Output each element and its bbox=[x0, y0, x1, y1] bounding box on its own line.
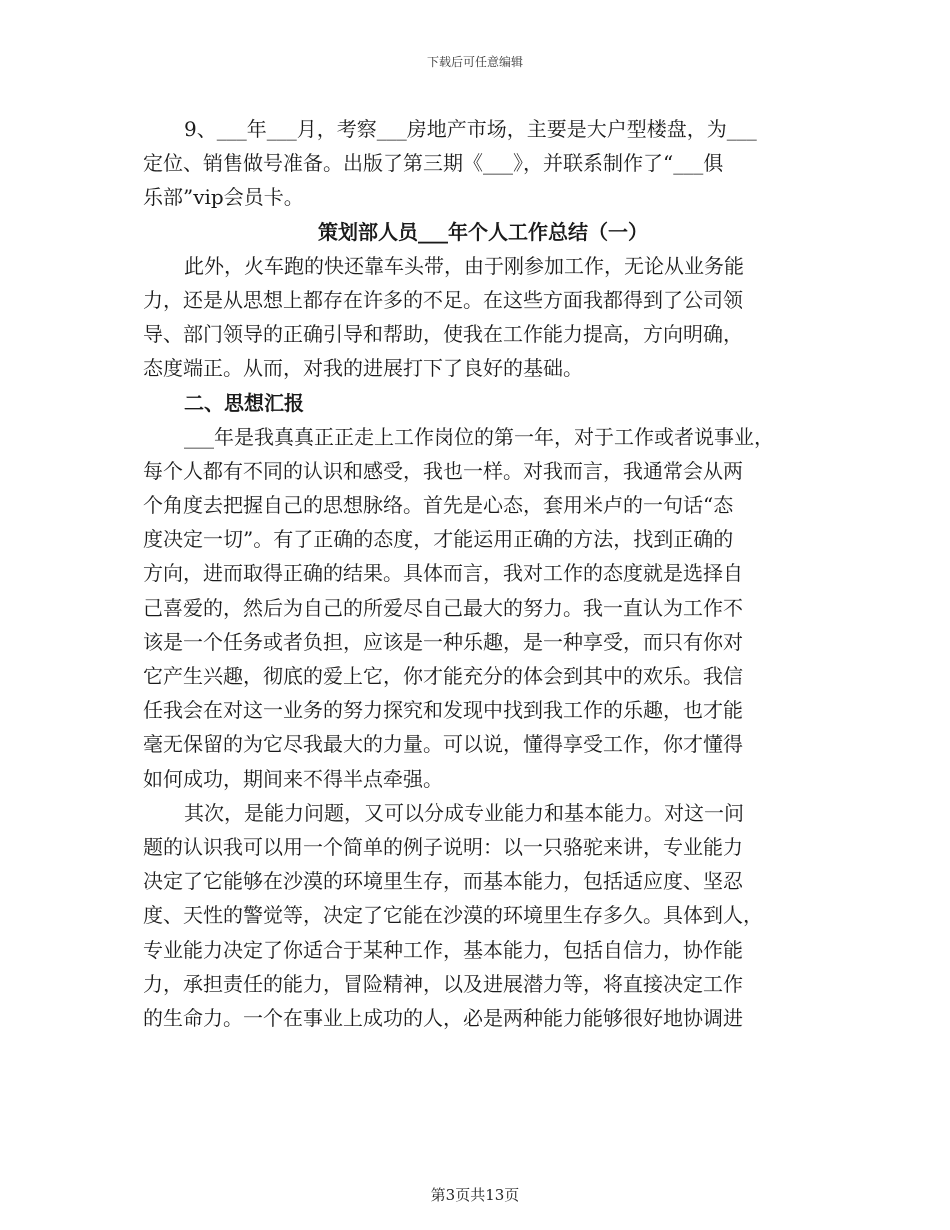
paragraph-line: 力，承担责任的能力，冒险精神，以及进展潜力等，将直接决定工作 bbox=[143, 971, 743, 996]
paragraph-line: 决定了它能够在沙漠的环境里生存，而基本能力，包括适应度、坚忍 bbox=[143, 869, 743, 894]
paragraph-line: 其次，是能力问题，又可以分成专业能力和基本能力。对这一问 bbox=[184, 800, 744, 825]
paragraph-line: 此外，火车跑的快还靠车头带，由于刚参加工作，无论从业务能 bbox=[184, 253, 744, 278]
paragraph-line: 方向，进而取得正确的结果。具体而言，我对工作的态度就是选择自 bbox=[143, 561, 743, 586]
page-number: 第3页共13页 bbox=[430, 1186, 520, 1204]
paragraph-line: 专业能力决定了你适合于某种工作，基本能力，包括自信力，协作能 bbox=[143, 937, 743, 962]
paragraph-line: 该是一个任务或者负担，应该是一种乐趣，是一种享受，而只有你对 bbox=[143, 629, 743, 654]
paragraph-line: 度、天性的警觉等，决定了它能在沙漠的环境里生存多久。具体到人， bbox=[143, 903, 763, 928]
section-title: 策划部人员___年个人工作总结（一） bbox=[318, 219, 648, 244]
header-note: 下载后可任意编辑 bbox=[426, 55, 523, 69]
paragraph-line: 9、___年___月，考察___房地产市场，主要是大户型楼盘，为___ bbox=[184, 117, 757, 141]
paragraph-line: 力，还是从思想上都存在许多的不足。在这些方面我都得到了公司领 bbox=[143, 287, 743, 312]
section-heading: 二、思想汇报 bbox=[184, 390, 304, 415]
paragraph-line: 题的认识我可以用一个简单的例子说明：以一只骆驼来讲，专业能力 bbox=[143, 834, 743, 859]
paragraph-line: ___年是我真真正正走上工作岗位的第一年，对于工作或者说事业， bbox=[184, 424, 774, 449]
paragraph-line: 己喜爱的，然后为自己的所爱尽自己最大的努力。我一直认为工作不 bbox=[143, 595, 743, 620]
paragraph-line: 个角度去把握自己的思想脉络。首先是心态，套用米卢的一句话“态 bbox=[143, 493, 734, 518]
paragraph-line: 导、部门领导的正确引导和帮助，使我在工作能力提高，方向明确， bbox=[143, 322, 743, 347]
paragraph-line: 如何成功，期间来不得半点牵强。 bbox=[143, 766, 443, 791]
paragraph-line: 度决定一切”。有了正确的态度，才能运用正确的方法，找到正确的 bbox=[143, 527, 734, 552]
paragraph-line: 的生命力。一个在事业上成功的人，必是两种能力能够很好地协调进 bbox=[143, 1005, 743, 1030]
paragraph-line: 乐部”vip会员卡。 bbox=[143, 185, 304, 210]
paragraph-line: 它产生兴趣，彻底的爱上它，你才能充分的体会到其中的欢乐。我信 bbox=[143, 664, 743, 688]
paragraph-line: 任我会在对这一业务的努力探究和发现中找到我工作的乐趣，也才能 bbox=[143, 698, 743, 723]
document-body bbox=[143, 112, 823, 1035]
paragraph-line: 定位、销售做号准备。出版了第三期《___》，并联系制作了“___俱 bbox=[143, 151, 724, 176]
paragraph-line: 毫无保留的为它尽我最大的力量。可以说，懂得享受工作，你才懂得 bbox=[143, 732, 743, 757]
paragraph-line: 态度端正。从而，对我的进展打下了良好的基础。 bbox=[143, 356, 583, 381]
paragraph-line: 每个人都有不同的认识和感受，我也一样。对我而言，我通常会从两 bbox=[143, 458, 743, 483]
